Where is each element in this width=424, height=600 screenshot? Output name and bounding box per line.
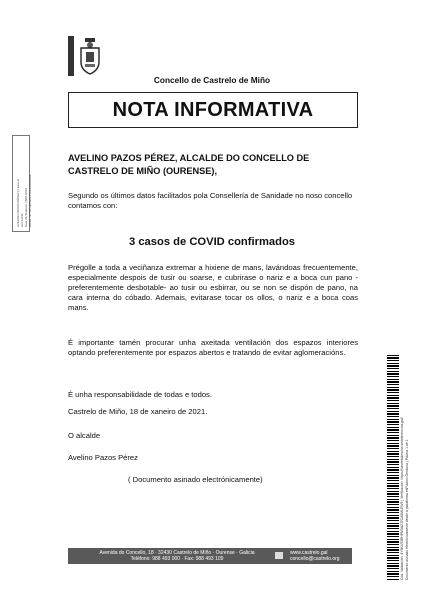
hygiene-paragraph: Prégolle a toda a veciñanza extremar a hixiene de mans, lavándoas frecuentemente, especialmente despois de tusir ou soarse, e cubrirase o nariz e a boca cun pano -preferentemente desbotable- ao tusir ou esbirrar, ou se non se dispón de pano, na cara interna do cóbado. Ademais, evitarase tocar os ollos, o nariz e a boca coas mans. bbox=[68, 263, 358, 312]
seal-line: HASH: 5c7b51d0f5e0b14a4d0c0d10b9 bbox=[28, 174, 32, 227]
mail-icon bbox=[275, 552, 283, 559]
validation-side-text bbox=[400, 417, 410, 580]
covid-highlight: 3 casos de COVID confirmados bbox=[129, 236, 295, 248]
intro-paragraph: Segundo os últimos datos facilitados pola Consellería de Sanidade no noso concello contamos con: bbox=[68, 191, 353, 210]
signature-name: Avelino Pazos Pérez bbox=[68, 453, 138, 462]
letter-heading: AVELINO PAZOS PÉREZ, ALCALDE DO CONCELLO DE CASTRELO DE MIÑO (OURENSE), bbox=[68, 153, 310, 176]
seal-line: Data de Sinatura: 18/01/2021 bbox=[24, 187, 28, 227]
footer-contacts bbox=[290, 550, 350, 562]
page-title: NOTA INFORMATIVA bbox=[112, 99, 314, 121]
title-box bbox=[68, 92, 358, 128]
place-date: Castrelo de Miño, 18 de xaneiro de 2021. bbox=[68, 407, 208, 416]
signature-seal bbox=[12, 135, 40, 230]
signature-role: O alcalde bbox=[68, 431, 101, 440]
address-line: Avenida do Concello, 18 · 32430 Castrelo de Miño · Ourense · Galicia bbox=[99, 550, 255, 556]
website-link[interactable]: www.castrelo.gal bbox=[290, 550, 328, 556]
validation-barcode bbox=[387, 355, 399, 580]
footer-address bbox=[82, 550, 272, 562]
council-name: Concello de Castrelo de Miño bbox=[153, 75, 271, 85]
responsibility-line: É unha responsabilidade de todas e todos. bbox=[68, 390, 212, 399]
seal-line: AVELINO PAZOS PÉREZ (1 para 1) bbox=[16, 178, 20, 227]
phone-line: Teléfono: 988 493 000 · Fax: 988 493 109 bbox=[130, 556, 224, 562]
council-crest bbox=[68, 36, 104, 76]
seal-text bbox=[16, 175, 32, 227]
signed-note: ( Documento asinado electrónicamente) bbox=[128, 475, 263, 484]
ventilation-paragraph: É importante tamén procurar unha axeitada ventilación dos espazos interiores optando preferentemente por espazos abertos e tratando de evitar aglomeracións. bbox=[68, 338, 358, 357]
validation-line: Cód. Validación: 4Y5KLR3RHPM9AZJ7CA5MLEW9 | Verificación: https://castrelodemino.sedelectronica.gal/ bbox=[400, 417, 404, 580]
coat-of-arms-icon bbox=[77, 36, 103, 76]
footer-bar bbox=[68, 548, 352, 564]
crest-side-bar bbox=[68, 36, 74, 76]
seal-line: ALCALDE bbox=[20, 213, 24, 227]
validation-line: Documento asinado electrónicamente desde a plataforma esPublico Gestiona | Páxina 1 de 1 bbox=[405, 439, 409, 580]
email-link[interactable]: concello@castrelo.org bbox=[290, 556, 340, 562]
